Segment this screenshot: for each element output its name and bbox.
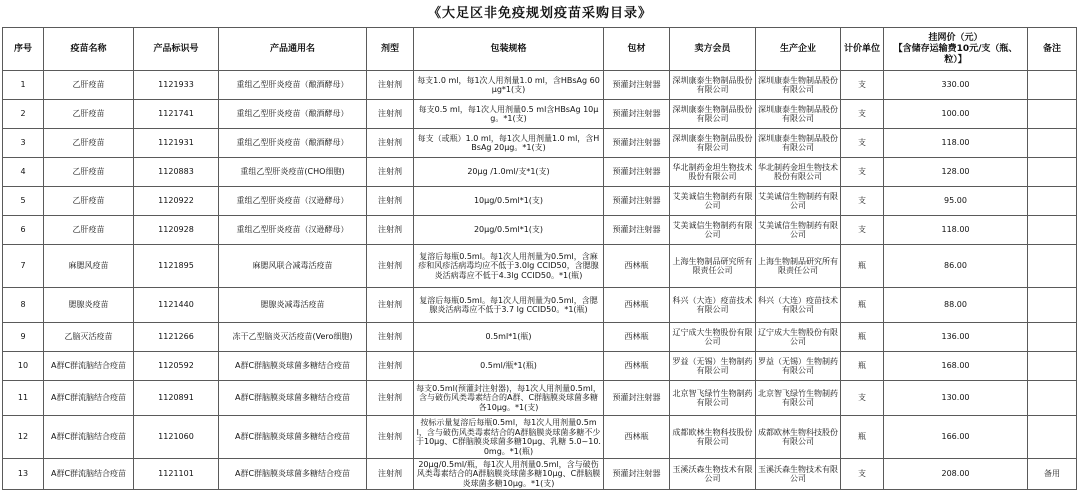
cell-seller: 上海生物制品研究所有限责任公司 <box>670 245 756 288</box>
col-header-index: 序号 <box>3 28 44 71</box>
cell-vaccine-name: 乙肝疫苗 <box>44 216 134 245</box>
cell-dosage-form: 注射剂 <box>367 381 414 416</box>
table-row <box>3 381 1077 416</box>
table-row <box>3 416 1077 459</box>
cell-dosage-form: 注射剂 <box>367 216 414 245</box>
cell-vaccine-name: 乙肝疫苗 <box>44 71 134 100</box>
table-row <box>3 187 1077 216</box>
cell-dosage-form: 注射剂 <box>367 129 414 158</box>
table-row <box>3 71 1077 100</box>
cell-generic-name: 重组乙型肝炎疫苗（汉逊酵母） <box>219 187 367 216</box>
cell-product-id: 1121741 <box>134 100 219 129</box>
cell-seller: 深圳康泰生物制品股份有限公司 <box>670 100 756 129</box>
cell-product-id: 1121266 <box>134 323 219 352</box>
cell-price: 130.00 <box>884 381 1028 416</box>
cell-vaccine-name: 乙肝疫苗 <box>44 158 134 187</box>
cell-dosage-form: 注射剂 <box>367 416 414 459</box>
cell-unit: 支 <box>841 459 884 490</box>
cell-index: 1 <box>3 71 44 100</box>
col-header-price: 挂网价（元） 【含储存运输费10元/支（瓶、粒）】 <box>884 28 1028 71</box>
cell-unit: 支 <box>841 158 884 187</box>
cell-manufacturer: 北京智飞绿竹生物制药有限公司 <box>756 381 841 416</box>
cell-manufacturer: 罗益（无锡）生物制药有限公司 <box>756 352 841 381</box>
cell-remark <box>1028 323 1077 352</box>
cell-unit: 瓶 <box>841 288 884 323</box>
cell-unit: 瓶 <box>841 323 884 352</box>
cell-remark <box>1028 381 1077 416</box>
cell-vaccine-name: 乙脑灭活疫苗 <box>44 323 134 352</box>
cell-remark <box>1028 158 1077 187</box>
cell-manufacturer: 深圳康泰生物制品股份有限公司 <box>756 100 841 129</box>
cell-seller: 深圳康泰生物制品股份有限公司 <box>670 129 756 158</box>
cell-price: 208.00 <box>884 459 1028 490</box>
col-header-product-id: 产品标识号 <box>134 28 219 71</box>
cell-vaccine-name: A群C群流脑结合疫苗 <box>44 459 134 490</box>
cell-price: 88.00 <box>884 288 1028 323</box>
cell-seller: 玉溪沃森生物技术有限公司 <box>670 459 756 490</box>
cell-generic-name: 重组乙型肝炎疫苗（酿酒酵母） <box>219 100 367 129</box>
cell-dosage-form: 注射剂 <box>367 245 414 288</box>
cell-packaging: 预灌封注射器 <box>604 187 670 216</box>
cell-generic-name: A群C群脑膜炎球菌多糖结合疫苗 <box>219 459 367 490</box>
table-row <box>3 245 1077 288</box>
col-header-unit: 计价单位 <box>841 28 884 71</box>
table-row <box>3 323 1077 352</box>
cell-package-spec: 每支0.5 ml，每1次人用剂量0.5 ml含HBsAg 10μg。*1(支) <box>414 100 604 129</box>
cell-manufacturer: 艾美诚信生物制药有限公司 <box>756 216 841 245</box>
document-title: 《大足区非免疫规划疫苗采购目录》 <box>427 6 652 21</box>
cell-remark <box>1028 129 1077 158</box>
cell-unit: 支 <box>841 216 884 245</box>
table-body <box>3 71 1077 490</box>
cell-remark <box>1028 216 1077 245</box>
cell-remark <box>1028 187 1077 216</box>
cell-seller: 华北制药金坦生物技术股份有限公司 <box>670 158 756 187</box>
cell-package-spec: 20μg/0.5ml*1(支) <box>414 216 604 245</box>
cell-dosage-form: 注射剂 <box>367 187 414 216</box>
vaccine-procurement-table <box>2 27 1077 490</box>
cell-vaccine-name: A群C群流脑结合疫苗 <box>44 352 134 381</box>
cell-seller: 辽宁成大生物股份有限公司 <box>670 323 756 352</box>
cell-product-id: 1120922 <box>134 187 219 216</box>
col-header-manufacturer: 生产企业 <box>756 28 841 71</box>
cell-generic-name: A群C群脑膜炎球菌多糖结合疫苗 <box>219 381 367 416</box>
cell-seller: 罗益（无锡）生物制药有限公司 <box>670 352 756 381</box>
cell-seller: 北京智飞绿竹生物制药有限公司 <box>670 381 756 416</box>
cell-product-id: 1121895 <box>134 245 219 288</box>
cell-seller: 艾美诚信生物制药有限公司 <box>670 216 756 245</box>
cell-index: 11 <box>3 381 44 416</box>
cell-generic-name: 腮腺炎减毒活疫苗 <box>219 288 367 323</box>
col-header-remark: 备注 <box>1028 28 1077 71</box>
cell-package-spec: 复溶后每瓶0.5ml。每1次人用剂量为0.5ml，含麻疹和风疹活病毒均应不低于3.0lg CCID50，含腮腺炎活病毒应不低于4.3lg CCID50。*1(瓶) <box>414 245 604 288</box>
cell-package-spec: 每支（或瓶）1.0 ml，每1次人用剂量1.0 ml，含HBsAg 20μg。*1(支) <box>414 129 604 158</box>
cell-price: 118.00 <box>884 129 1028 158</box>
cell-manufacturer: 华北制药金坦生物技术股份有限公司 <box>756 158 841 187</box>
col-header-packaging: 包材 <box>604 28 670 71</box>
cell-index: 12 <box>3 416 44 459</box>
cell-unit: 支 <box>841 100 884 129</box>
cell-vaccine-name: 乙肝疫苗 <box>44 187 134 216</box>
cell-packaging: 西林瓶 <box>604 323 670 352</box>
cell-index: 4 <box>3 158 44 187</box>
table-row <box>3 100 1077 129</box>
cell-packaging: 预灌封注射器 <box>604 459 670 490</box>
col-header-package-spec: 包装规格 <box>414 28 604 71</box>
cell-generic-name: 重组乙型肝炎疫苗（酿酒酵母） <box>219 71 367 100</box>
cell-remark <box>1028 288 1077 323</box>
col-header-dosage-form: 剂型 <box>367 28 414 71</box>
cell-unit: 瓶 <box>841 416 884 459</box>
col-header-vaccine-name: 疫苗名称 <box>44 28 134 71</box>
cell-product-id: 1120592 <box>134 352 219 381</box>
cell-vaccine-name: 腮腺炎疫苗 <box>44 288 134 323</box>
cell-packaging: 预灌封注射器 <box>604 100 670 129</box>
cell-seller: 深圳康泰生物制品股份有限公司 <box>670 71 756 100</box>
cell-index: 8 <box>3 288 44 323</box>
cell-remark <box>1028 416 1077 459</box>
cell-generic-name: A群C群脑膜炎球菌多糖结合疫苗 <box>219 416 367 459</box>
cell-packaging: 预灌封注射器 <box>604 71 670 100</box>
cell-index: 9 <box>3 323 44 352</box>
cell-packaging: 预灌封注射器 <box>604 129 670 158</box>
cell-dosage-form: 注射剂 <box>367 158 414 187</box>
cell-package-spec: 按标示量复溶后每瓶0.5ml，每1次人用剂量0.5ml，含与破伤风类毒素结合的A群脑膜炎球菌多糖不少于10μg、C群脑膜炎球菌多糖10μg、乳糖 5.0~10.0mg。*1(瓶) <box>414 416 604 459</box>
cell-product-id: 1120928 <box>134 216 219 245</box>
cell-unit: 支 <box>841 71 884 100</box>
cell-index: 3 <box>3 129 44 158</box>
col-header-generic-name: 产品通用名 <box>219 28 367 71</box>
cell-packaging: 预灌封注射器 <box>604 158 670 187</box>
cell-index: 5 <box>3 187 44 216</box>
cell-generic-name: 麻腮风联合减毒活疫苗 <box>219 245 367 288</box>
cell-dosage-form: 注射剂 <box>367 288 414 323</box>
cell-package-spec: 复溶后每瓶0.5ml。每1次人用剂量为0.5ml，含腮腺炎活病毒应不低于3.7 lg CCID50。*1(瓶) <box>414 288 604 323</box>
cell-price: 118.00 <box>884 216 1028 245</box>
cell-unit: 支 <box>841 129 884 158</box>
cell-price: 95.00 <box>884 187 1028 216</box>
cell-price: 128.00 <box>884 158 1028 187</box>
cell-package-spec: 每支0.5ml(预灌封注射器)，每1次人用剂量0.5ml，含与破伤风类毒素结合的A群、C群脑膜炎球菌多糖各10μg。*1(支) <box>414 381 604 416</box>
cell-manufacturer: 深圳康泰生物制品股份有限公司 <box>756 71 841 100</box>
cell-remark <box>1028 71 1077 100</box>
cell-vaccine-name: 乙肝疫苗 <box>44 129 134 158</box>
cell-index: 13 <box>3 459 44 490</box>
cell-unit: 瓶 <box>841 245 884 288</box>
cell-price: 168.00 <box>884 352 1028 381</box>
cell-packaging: 西林瓶 <box>604 416 670 459</box>
cell-manufacturer: 辽宁成大生物股份有限公司 <box>756 323 841 352</box>
cell-unit: 支 <box>841 381 884 416</box>
col-header-seller: 卖方会员 <box>670 28 756 71</box>
table-row <box>3 129 1077 158</box>
cell-price: 100.00 <box>884 100 1028 129</box>
cell-remark: 备用 <box>1028 459 1077 490</box>
table-header-row <box>3 28 1077 71</box>
cell-vaccine-name: 乙肝疫苗 <box>44 100 134 129</box>
cell-product-id: 1121440 <box>134 288 219 323</box>
cell-index: 7 <box>3 245 44 288</box>
cell-price: 86.00 <box>884 245 1028 288</box>
cell-price: 330.00 <box>884 71 1028 100</box>
cell-manufacturer: 成都欧林生物科技股份有限公司 <box>756 416 841 459</box>
cell-packaging: 预灌封注射器 <box>604 381 670 416</box>
cell-package-spec: 20μg /1.0ml/支*1(支) <box>414 158 604 187</box>
cell-package-spec: 20μg/0.5ml/瓶，每1次人用剂量0.5ml，含与破伤风类毒素结合的A群脑膜炎球菌多糖10μg、C群脑膜炎球菌多糖10μg。*1(支) <box>414 459 604 490</box>
cell-manufacturer: 科兴（大连）疫苗技术有限公司 <box>756 288 841 323</box>
cell-generic-name: 重组乙型肝炎疫苗(CHO细胞) <box>219 158 367 187</box>
cell-generic-name: 重组乙型肝炎疫苗（酿酒酵母） <box>219 129 367 158</box>
cell-package-spec: 每支1.0 ml，每1次人用剂量1.0 ml，含HBsAg 60μg*1(支) <box>414 71 604 100</box>
cell-packaging: 西林瓶 <box>604 352 670 381</box>
cell-unit: 支 <box>841 187 884 216</box>
cell-index: 10 <box>3 352 44 381</box>
cell-seller: 科兴（大连）疫苗技术有限公司 <box>670 288 756 323</box>
cell-dosage-form: 注射剂 <box>367 459 414 490</box>
cell-seller: 成都欧林生物科技股份有限公司 <box>670 416 756 459</box>
cell-package-spec: 0.5ml*1(瓶) <box>414 323 604 352</box>
cell-packaging: 西林瓶 <box>604 245 670 288</box>
cell-manufacturer: 深圳康泰生物制品股份有限公司 <box>756 129 841 158</box>
cell-price: 166.00 <box>884 416 1028 459</box>
table-row <box>3 158 1077 187</box>
cell-index: 2 <box>3 100 44 129</box>
table-row <box>3 352 1077 381</box>
cell-product-id: 1120891 <box>134 381 219 416</box>
cell-product-id: 1121101 <box>134 459 219 490</box>
cell-manufacturer: 上海生物制品研究所有限责任公司 <box>756 245 841 288</box>
cell-dosage-form: 注射剂 <box>367 352 414 381</box>
table-row <box>3 459 1077 490</box>
cell-index: 6 <box>3 216 44 245</box>
cell-unit: 瓶 <box>841 352 884 381</box>
cell-generic-name: 冻干乙型脑炎灭活疫苗(Vero细胞) <box>219 323 367 352</box>
cell-vaccine-name: A群C群流脑结合疫苗 <box>44 416 134 459</box>
cell-product-id: 1121931 <box>134 129 219 158</box>
cell-package-spec: 0.5ml/瓶*1(瓶) <box>414 352 604 381</box>
cell-seller: 艾美诚信生物制药有限公司 <box>670 187 756 216</box>
cell-generic-name: 重组乙型肝炎疫苗（汉逊酵母） <box>219 216 367 245</box>
cell-vaccine-name: 麻腮风疫苗 <box>44 245 134 288</box>
table-row <box>3 288 1077 323</box>
cell-manufacturer: 玉溪沃森生物技术有限公司 <box>756 459 841 490</box>
cell-product-id: 1121933 <box>134 71 219 100</box>
cell-product-id: 1121060 <box>134 416 219 459</box>
cell-vaccine-name: A群C群流脑结合疫苗 <box>44 381 134 416</box>
cell-manufacturer: 艾美诚信生物制药有限公司 <box>756 187 841 216</box>
cell-dosage-form: 注射剂 <box>367 100 414 129</box>
cell-price: 136.00 <box>884 323 1028 352</box>
cell-product-id: 1120883 <box>134 158 219 187</box>
cell-packaging: 预灌封注射器 <box>604 216 670 245</box>
table-row <box>3 216 1077 245</box>
cell-generic-name: A群C群脑膜炎球菌多糖结合疫苗 <box>219 352 367 381</box>
cell-remark <box>1028 245 1077 288</box>
cell-dosage-form: 注射剂 <box>367 71 414 100</box>
cell-remark <box>1028 352 1077 381</box>
cell-remark <box>1028 100 1077 129</box>
cell-dosage-form: 注射剂 <box>367 323 414 352</box>
cell-package-spec: 10μg/0.5ml*1(支) <box>414 187 604 216</box>
cell-packaging: 西林瓶 <box>604 288 670 323</box>
